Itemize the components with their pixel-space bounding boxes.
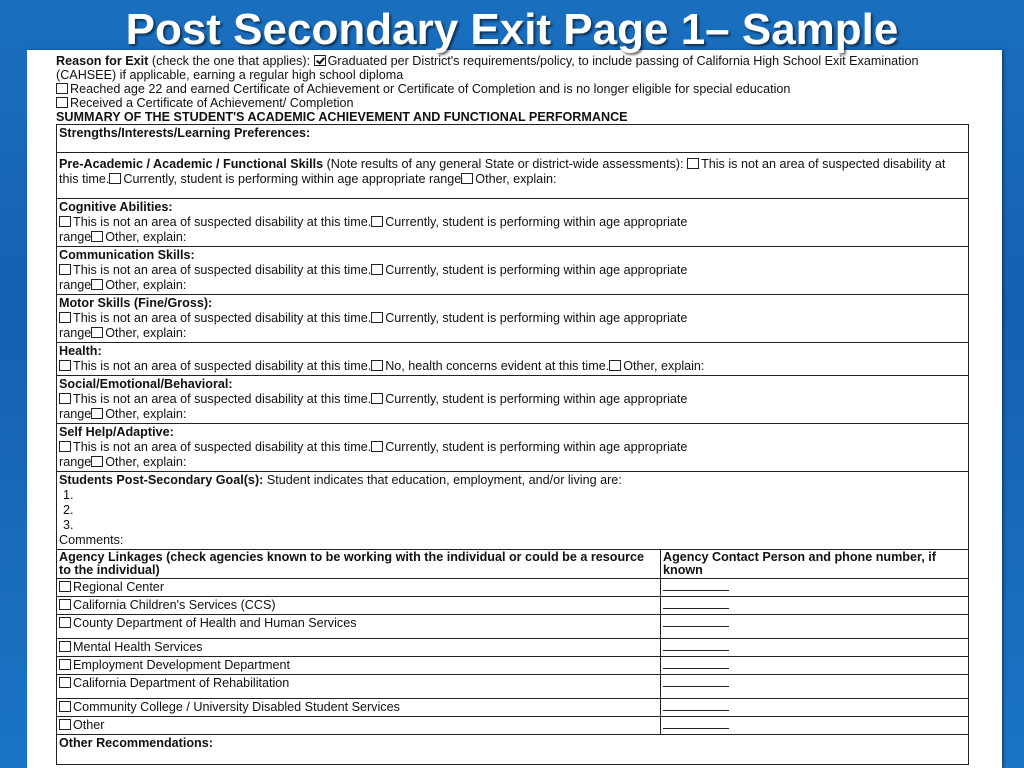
agency-label: Employment Development Department — [73, 658, 290, 672]
reason-age22-label: Reached age 22 and earned Certificate of Achievement or Certificate of Completion and is no longer eligible for special education — [70, 82, 791, 96]
agency-college-dss-checkbox[interactable] — [59, 701, 71, 712]
pre-academic-not-area-label-b: an area of suspected disability at this time. — [59, 157, 946, 186]
contact-blank-line — [663, 658, 729, 669]
social-not-area-label: This is not an area of suspected disability at this time. — [73, 392, 372, 406]
pre-academic-not-area-label-a: This is not — [701, 157, 759, 171]
reason-certificate-checkbox[interactable] — [56, 97, 68, 108]
health-not-area-checkbox[interactable] — [59, 360, 71, 371]
social-other-label: Other, explain: — [105, 407, 187, 421]
health-no-concerns-checkbox[interactable] — [371, 360, 383, 371]
cognitive-other-checkbox[interactable] — [91, 231, 103, 242]
agency-ccs-checkbox[interactable] — [59, 599, 71, 610]
self-help-row — [57, 424, 969, 472]
agency-rehabilitation-checkbox[interactable] — [59, 677, 71, 688]
other-recommendations-label: Other Recommendations: — [59, 736, 213, 750]
agency-contact-cell[interactable] — [661, 657, 969, 675]
agency-row — [57, 639, 661, 657]
summary-title: SUMMARY OF THE STUDENT'S ACADEMIC ACHIEVEMENT AND FUNCTIONAL PERFORMANCE — [56, 110, 628, 124]
motor-not-area-checkbox[interactable] — [59, 312, 71, 323]
goals-label: Students Post-Secondary Goal(s): — [59, 473, 264, 487]
cognitive-label: Cognitive Abilities: — [59, 200, 173, 214]
cognitive-row — [57, 199, 969, 247]
communication-range-label: range — [59, 278, 92, 292]
pre-academic-current-label: Currently, student is performing within age appropriate range — [123, 172, 462, 186]
social-other-checkbox[interactable] — [91, 408, 103, 419]
agency-label: Community College / University Disabled Student Services — [73, 700, 400, 714]
cognitive-not-area-checkbox[interactable] — [59, 216, 71, 227]
motor-other-checkbox[interactable] — [91, 327, 103, 338]
exit-form — [56, 54, 971, 765]
motor-row — [57, 295, 969, 343]
goal-item[interactable]: 1. — [63, 488, 74, 502]
communication-current-checkbox[interactable] — [371, 264, 383, 275]
agency-row — [57, 675, 661, 699]
reason-graduated-label: Graduated per District's requirements/policy, to include passing of California High School Exit Examination (CAHSEE) if applicable, earning a regular high school diploma — [56, 54, 919, 82]
pre-academic-other-label: Other, explain: — [475, 172, 557, 186]
agency-county-health-checkbox[interactable] — [59, 617, 71, 628]
agency-label: Other — [73, 718, 105, 732]
reason-certificate-label: Received a Certificate of Achievement/ Completion — [70, 96, 354, 110]
contact-blank-line — [663, 700, 729, 711]
communication-not-area-label: This is not an area of suspected disability at this time. — [73, 263, 372, 277]
agency-header-right: Agency Contact Person and phone number, if known — [661, 550, 969, 579]
agency-label: Mental Health Services — [73, 640, 203, 654]
contact-blank-line — [663, 640, 729, 651]
agency-edd-checkbox[interactable] — [59, 659, 71, 670]
motor-not-area-label: This is not an area of suspected disability at this time. — [73, 311, 372, 325]
social-label: Social/Emotional/Behavioral: — [59, 377, 233, 391]
performance-table — [56, 124, 969, 765]
goals-text: Student indicates that education, employment, and/or living are: — [263, 473, 622, 487]
reason-age22-checkbox[interactable] — [56, 83, 68, 94]
contact-blank-line — [663, 718, 729, 729]
agency-row — [57, 717, 661, 735]
strengths-row[interactable] — [57, 125, 969, 153]
self-help-current-checkbox[interactable] — [371, 441, 383, 452]
reason-label: Reason for Exit — [56, 54, 149, 68]
agency-label: County Department of Health and Human Services — [73, 616, 357, 630]
agency-row — [57, 597, 661, 615]
agency-row — [57, 615, 661, 639]
pre-academic-not-area-checkbox[interactable] — [687, 158, 699, 169]
agency-regional-center-checkbox[interactable] — [59, 581, 71, 592]
motor-range-label: range — [59, 326, 92, 340]
social-current-checkbox[interactable] — [371, 393, 383, 404]
other-recommendations-row[interactable] — [57, 735, 969, 765]
motor-current-label: Currently, student is performing within age appropriate — [385, 311, 688, 325]
motor-other-label: Other, explain: — [105, 326, 187, 340]
health-label: Health: — [59, 344, 102, 358]
contact-blank-line — [663, 598, 729, 609]
health-not-area-label: This is not an area of suspected disability at this time. — [73, 359, 372, 373]
self-help-current-label: Currently, student is performing within age appropriate — [385, 440, 688, 454]
cognitive-range-label: range — [59, 230, 92, 244]
social-current-label: Currently, student is performing within age appropriate — [385, 392, 688, 406]
slide-title: Post Secondary Exit Page 1– Sample — [125, 5, 899, 54]
self-help-other-label: Other, explain: — [105, 455, 187, 469]
strengths-label: Strengths/Interests/Learning Preferences: — [59, 126, 311, 140]
self-help-label: Self Help/Adaptive: — [59, 425, 174, 439]
agency-mental-health-checkbox[interactable] — [59, 641, 71, 652]
agency-header-left: Agency Linkages (check agencies known to be working with the individual or could be a resource to the individual) — [57, 550, 661, 579]
goal-item[interactable]: 2. — [63, 503, 74, 517]
reason-instruction: (check the one that applies): — [148, 54, 314, 68]
communication-other-label: Other, explain: — [105, 278, 187, 292]
pre-academic-other-checkbox[interactable] — [461, 173, 473, 184]
communication-not-area-checkbox[interactable] — [59, 264, 71, 275]
agency-label: California Department of Rehabilitation — [73, 676, 290, 690]
reason-for-exit-section — [56, 54, 971, 124]
contact-blank-line — [663, 616, 729, 627]
post-secondary-goals-row — [57, 472, 969, 550]
cognitive-not-area-label: This is not an area of suspected disability at this time. — [73, 215, 372, 229]
motor-current-checkbox[interactable] — [371, 312, 383, 323]
social-not-area-checkbox[interactable] — [59, 393, 71, 404]
self-help-other-checkbox[interactable] — [91, 456, 103, 467]
agency-contact-cell[interactable] — [661, 597, 969, 615]
agency-contact-cell[interactable] — [661, 579, 969, 597]
communication-row — [57, 247, 969, 295]
self-help-not-area-label: This is not an area of suspected disability at this time. — [73, 440, 372, 454]
cognitive-other-label: Other, explain: — [105, 230, 187, 244]
pre-academic-label: Pre-Academic / Academic / Functional Skills — [59, 157, 324, 171]
agency-contact-cell[interactable] — [661, 675, 969, 699]
agency-contact-cell[interactable] — [661, 639, 969, 657]
cognitive-current-label: Currently, student is performing within age appropriate — [385, 215, 688, 229]
agency-label: Regional Center — [73, 580, 165, 594]
health-no-concerns-label: No, health concerns evident at this time. — [385, 359, 610, 373]
self-help-range-label: range — [59, 455, 92, 469]
agency-contact-cell[interactable] — [661, 717, 969, 735]
social-row — [57, 376, 969, 424]
cognitive-current-checkbox[interactable] — [371, 216, 383, 227]
comments-label[interactable]: Comments: — [59, 533, 124, 547]
goal-item[interactable]: 3. — [63, 518, 74, 532]
agency-other-checkbox[interactable] — [59, 719, 71, 730]
health-row — [57, 343, 969, 376]
communication-current-label: Currently, student is performing within age appropriate — [385, 263, 688, 277]
agency-row — [57, 657, 661, 675]
pre-academic-row — [57, 153, 969, 199]
agency-label: California Children's Services (CCS) — [73, 598, 276, 612]
agency-contact-cell[interactable] — [661, 615, 969, 639]
communication-label: Communication Skills: — [59, 248, 195, 262]
social-range-label: range — [59, 407, 92, 421]
contact-blank-line — [663, 676, 729, 687]
communication-other-checkbox[interactable] — [91, 279, 103, 290]
agency-row — [57, 699, 661, 717]
pre-academic-note: (Note results of any general State or district-wide assessments): — [323, 157, 688, 171]
health-other-label: Other, explain: — [623, 359, 705, 373]
contact-blank-line — [663, 580, 729, 591]
agency-contact-cell[interactable] — [661, 699, 969, 717]
self-help-not-area-checkbox[interactable] — [59, 441, 71, 452]
pre-academic-current-checkbox[interactable] — [109, 173, 121, 184]
health-other-checkbox[interactable] — [609, 360, 621, 371]
form-page — [27, 50, 1002, 768]
agency-row — [57, 579, 661, 597]
motor-label: Motor Skills (Fine/Gross): — [59, 296, 213, 310]
